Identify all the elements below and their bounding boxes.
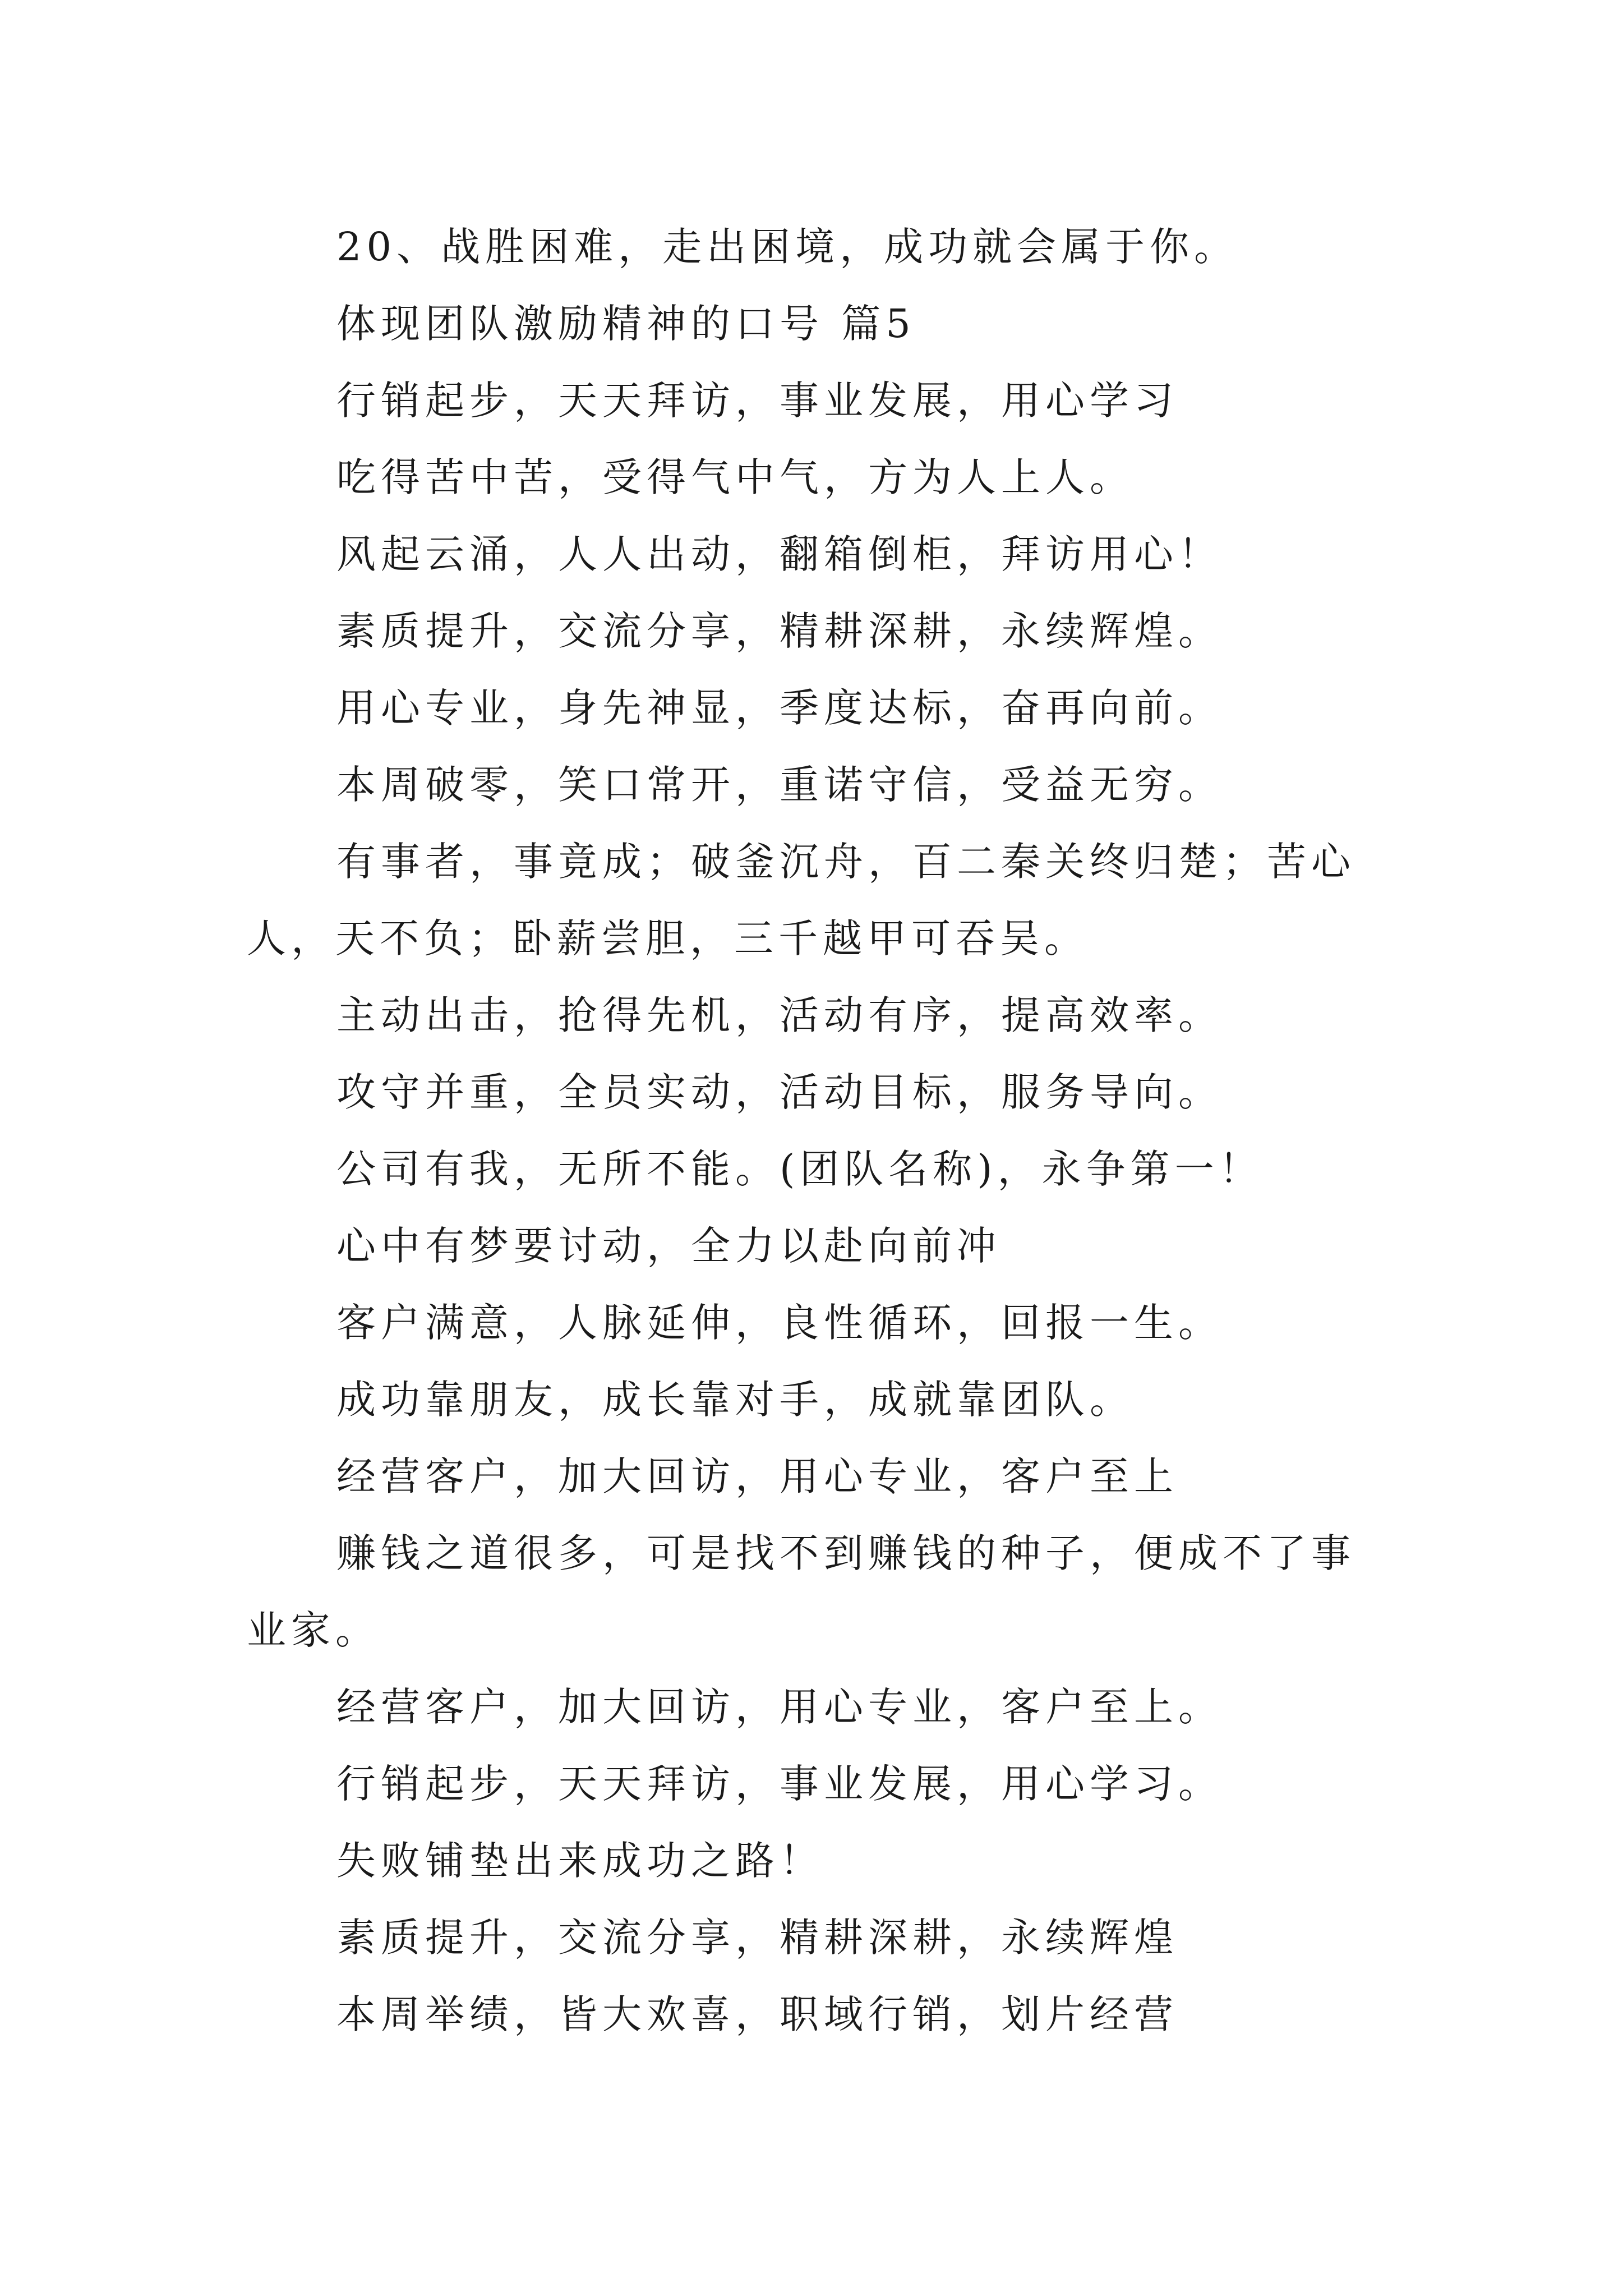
paragraph: 吃得苦中苦，受得气中气，方为人上人。 [336, 454, 1134, 500]
paragraph: 风起云涌，人人出动，翻箱倒柜，拜访用心！ [336, 531, 1223, 577]
paragraph: 公司有我，无所不能。(团队名称)，永争第一！ [336, 1146, 1264, 1192]
paragraph: 失败铺垫出来成功之路！ [336, 1838, 824, 1884]
paragraph: 20、战胜困难，走出困境，成功就会属于你。 [336, 224, 1239, 270]
paragraph: 素质提升，交流分享，精耕深耕，永续辉煌。 [336, 608, 1223, 654]
paragraph: 经营客户，加大回访，用心专业，客户至上 [336, 1453, 1178, 1499]
section-heading: 体现团队激励精神的口号 篇5 [336, 301, 916, 347]
paragraph: 心中有梦要讨动，全力以赴向前冲 [336, 1223, 1001, 1269]
paragraph: 主动出击，抢得先机，活动有序，提高效率。 [336, 992, 1223, 1038]
paragraph: 行销起步，天天拜访，事业发展，用心学习 [336, 378, 1178, 424]
paragraph: 行销起步，天天拜访，事业发展，用心学习。 [336, 1761, 1223, 1807]
paragraph: 有事者，事竟成；破釜沉舟，百二秦关终归楚；苦心人，天不负；卧薪尝胆，三千越甲可吞吴。 [247, 839, 1355, 961]
paragraph: 素质提升，交流分享，精耕深耕，永续辉煌 [336, 1915, 1178, 1961]
paragraph: 用心专业，身先神显，季度达标，奋再向前。 [336, 685, 1223, 731]
paragraph: 攻守并重，全员实动，活动目标，服务导向。 [336, 1069, 1223, 1115]
paragraph: 本周破零，笑口常开，重诺守信，受益无穷。 [336, 762, 1223, 808]
paragraph: 经营客户，加大回访，用心专业，客户至上。 [336, 1684, 1223, 1730]
paragraph: 本周举绩，皆大欢喜，职域行销，划片经营 [336, 1991, 1178, 2037]
document-body [247, 209, 1391, 2053]
paragraph: 成功靠朋友，成长靠对手，成就靠团队。 [336, 1377, 1134, 1423]
paragraph: 赚钱之道很多，可是找不到赚钱的种子，便成不了事业家。 [247, 1530, 1355, 1653]
paragraph: 客户满意，人脉延伸，良性循环，回报一生。 [336, 1300, 1223, 1346]
